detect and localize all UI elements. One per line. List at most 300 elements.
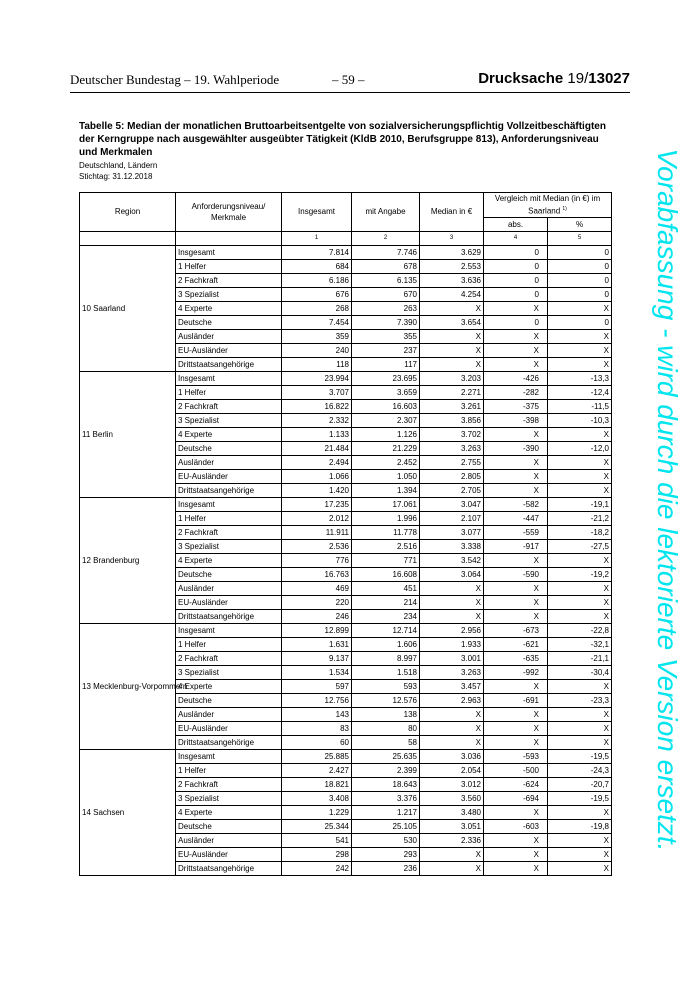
with-info-cell: 12.714 bbox=[352, 623, 420, 637]
median-wage-table bbox=[79, 192, 612, 876]
level-cell: Ausländer bbox=[176, 833, 282, 847]
total-cell: 143 bbox=[282, 707, 352, 721]
with-info-cell: 16.603 bbox=[352, 399, 420, 413]
header-abs: abs. bbox=[484, 217, 548, 231]
table-title: Tabelle 5: Median der monatlichen Bruttoarbeitsentgelte von sozialversicherungspflichtig Vollzeitbeschäftigten der Kerngruppe nach ausgewählter ausgeübter Tätigkeit (KldB 2010, Berufsgruppe 813), Anforderungsniveau und Merkmalen bbox=[79, 121, 606, 158]
level-cell: Ausländer bbox=[176, 455, 282, 469]
pct-cell: X bbox=[548, 455, 612, 469]
table-row bbox=[80, 749, 612, 763]
total-cell: 16.763 bbox=[282, 567, 352, 581]
total-cell: 9.137 bbox=[282, 651, 352, 665]
median-cell: X bbox=[420, 357, 484, 371]
median-cell: 2.107 bbox=[420, 511, 484, 525]
pct-cell: X bbox=[548, 679, 612, 693]
with-info-cell: 2.307 bbox=[352, 413, 420, 427]
with-info-cell: 7.746 bbox=[352, 245, 420, 259]
pct-cell: -13,3 bbox=[548, 371, 612, 385]
with-info-cell: 451 bbox=[352, 581, 420, 595]
watermark bbox=[642, 115, 692, 885]
abs-cell: -635 bbox=[484, 651, 548, 665]
total-cell: 1.631 bbox=[282, 637, 352, 651]
document-number bbox=[478, 70, 630, 87]
with-info-cell: 1.217 bbox=[352, 805, 420, 819]
level-cell: 3 Spezialist bbox=[176, 791, 282, 805]
with-info-cell: 2.516 bbox=[352, 539, 420, 553]
level-cell: EU-Ausländer bbox=[176, 595, 282, 609]
total-cell: 684 bbox=[282, 259, 352, 273]
level-cell: 3 Spezialist bbox=[176, 665, 282, 679]
with-info-cell: 25.635 bbox=[352, 749, 420, 763]
median-cell: 3.064 bbox=[420, 567, 484, 581]
level-cell: 1 Helfer bbox=[176, 259, 282, 273]
with-info-cell: 7.390 bbox=[352, 315, 420, 329]
total-cell: 220 bbox=[282, 595, 352, 609]
pct-cell: X bbox=[548, 707, 612, 721]
with-info-cell: 16.608 bbox=[352, 567, 420, 581]
with-info-cell: 263 bbox=[352, 301, 420, 315]
header-region: Region bbox=[80, 193, 176, 232]
with-info-cell: 12.576 bbox=[352, 693, 420, 707]
median-cell: 2.963 bbox=[420, 693, 484, 707]
region-cell: 13 Mecklenburg-Vorpommern bbox=[80, 623, 176, 749]
region-cell: 11 Berlin bbox=[80, 371, 176, 497]
median-cell: X bbox=[420, 847, 484, 861]
header-blank-region bbox=[80, 231, 176, 245]
total-cell: 25.885 bbox=[282, 749, 352, 763]
region-cell: 14 Sachsen bbox=[80, 749, 176, 875]
median-cell: 4.254 bbox=[420, 287, 484, 301]
abs-cell: -624 bbox=[484, 777, 548, 791]
total-cell: 2.332 bbox=[282, 413, 352, 427]
header-compare-footnote: 1) bbox=[562, 206, 567, 212]
total-cell: 7.814 bbox=[282, 245, 352, 259]
abs-cell: X bbox=[484, 329, 548, 343]
level-cell: EU-Ausländer bbox=[176, 343, 282, 357]
pct-cell: X bbox=[548, 721, 612, 735]
with-info-cell: 1.518 bbox=[352, 665, 420, 679]
table-row bbox=[80, 371, 612, 385]
with-info-cell: 214 bbox=[352, 595, 420, 609]
header-blank-level bbox=[176, 231, 282, 245]
median-cell: X bbox=[420, 343, 484, 357]
abs-cell: -447 bbox=[484, 511, 548, 525]
level-cell: Deutsche bbox=[176, 441, 282, 455]
pct-cell: X bbox=[548, 735, 612, 749]
pct-cell: 0 bbox=[548, 315, 612, 329]
level-cell: Drittstaatsangehörige bbox=[176, 609, 282, 623]
total-cell: 240 bbox=[282, 343, 352, 357]
pct-cell: -20,7 bbox=[548, 777, 612, 791]
pct-cell: X bbox=[548, 861, 612, 875]
with-info-cell: 1.606 bbox=[352, 637, 420, 651]
col-number-5: 5 bbox=[548, 231, 612, 245]
median-cell: 3.629 bbox=[420, 245, 484, 259]
region-cell: 10 Saarland bbox=[80, 245, 176, 371]
median-cell: 3.856 bbox=[420, 413, 484, 427]
total-cell: 1.066 bbox=[282, 469, 352, 483]
abs-cell: -673 bbox=[484, 623, 548, 637]
header-total: Insgesamt bbox=[282, 193, 352, 232]
pct-cell: 0 bbox=[548, 273, 612, 287]
total-cell: 25.344 bbox=[282, 819, 352, 833]
total-cell: 776 bbox=[282, 553, 352, 567]
pct-cell: -22,8 bbox=[548, 623, 612, 637]
total-cell: 298 bbox=[282, 847, 352, 861]
total-cell: 16.822 bbox=[282, 399, 352, 413]
with-info-cell: 80 bbox=[352, 721, 420, 735]
total-cell: 676 bbox=[282, 287, 352, 301]
total-cell: 18.821 bbox=[282, 777, 352, 791]
header-pct: % bbox=[548, 217, 612, 231]
abs-cell: -992 bbox=[484, 665, 548, 679]
abs-cell: -282 bbox=[484, 385, 548, 399]
abs-cell: X bbox=[484, 861, 548, 875]
level-cell: Deutsche bbox=[176, 819, 282, 833]
pct-cell: 0 bbox=[548, 287, 612, 301]
pct-cell: X bbox=[548, 469, 612, 483]
with-info-cell: 21.229 bbox=[352, 441, 420, 455]
abs-cell: 0 bbox=[484, 315, 548, 329]
median-cell: 2.336 bbox=[420, 833, 484, 847]
median-cell: 1.933 bbox=[420, 637, 484, 651]
abs-cell: 0 bbox=[484, 287, 548, 301]
col-number-2: 2 bbox=[352, 231, 420, 245]
median-cell: X bbox=[420, 735, 484, 749]
pct-cell: -12,4 bbox=[548, 385, 612, 399]
pct-cell: X bbox=[548, 805, 612, 819]
with-info-cell: 18.643 bbox=[352, 777, 420, 791]
total-cell: 7.454 bbox=[282, 315, 352, 329]
pct-cell: -23,3 bbox=[548, 693, 612, 707]
total-cell: 1.133 bbox=[282, 427, 352, 441]
pct-cell: -21,2 bbox=[548, 511, 612, 525]
level-cell: Deutsche bbox=[176, 567, 282, 581]
level-cell: 3 Spezialist bbox=[176, 539, 282, 553]
abs-cell: 0 bbox=[484, 245, 548, 259]
median-cell: 3.036 bbox=[420, 749, 484, 763]
with-info-cell: 2.452 bbox=[352, 455, 420, 469]
level-cell: 4 Experte bbox=[176, 553, 282, 567]
level-cell: Insgesamt bbox=[176, 623, 282, 637]
level-cell: 2 Fachkraft bbox=[176, 525, 282, 539]
median-cell: X bbox=[420, 721, 484, 735]
with-info-cell: 234 bbox=[352, 609, 420, 623]
total-cell: 3.707 bbox=[282, 385, 352, 399]
with-info-cell: 3.659 bbox=[352, 385, 420, 399]
median-cell: X bbox=[420, 861, 484, 875]
level-cell: 4 Experte bbox=[176, 301, 282, 315]
level-cell: 1 Helfer bbox=[176, 637, 282, 651]
pct-cell: X bbox=[548, 343, 612, 357]
total-cell: 3.408 bbox=[282, 791, 352, 805]
total-cell: 597 bbox=[282, 679, 352, 693]
abs-cell: 0 bbox=[484, 273, 548, 287]
median-cell: X bbox=[420, 301, 484, 315]
with-info-cell: 2.399 bbox=[352, 763, 420, 777]
level-cell: Drittstaatsangehörige bbox=[176, 861, 282, 875]
watermark-text: Vorabfassung - wird durch die lektorierte Version ersetzt. bbox=[652, 148, 683, 852]
abs-cell: -559 bbox=[484, 525, 548, 539]
level-cell: 2 Fachkraft bbox=[176, 273, 282, 287]
with-info-cell: 138 bbox=[352, 707, 420, 721]
abs-cell: X bbox=[484, 707, 548, 721]
with-info-cell: 1.126 bbox=[352, 427, 420, 441]
median-cell: X bbox=[420, 329, 484, 343]
pct-cell: -30,4 bbox=[548, 665, 612, 679]
median-cell: 3.203 bbox=[420, 371, 484, 385]
total-cell: 60 bbox=[282, 735, 352, 749]
header-median: Median in € bbox=[420, 193, 484, 232]
with-info-cell: 11.778 bbox=[352, 525, 420, 539]
total-cell: 12.899 bbox=[282, 623, 352, 637]
table-body bbox=[80, 245, 612, 875]
median-cell: 3.480 bbox=[420, 805, 484, 819]
total-cell: 2.012 bbox=[282, 511, 352, 525]
level-cell: 4 Experte bbox=[176, 805, 282, 819]
pct-cell: -19,2 bbox=[548, 567, 612, 581]
with-info-cell: 17.061 bbox=[352, 497, 420, 511]
with-info-cell: 1.996 bbox=[352, 511, 420, 525]
with-info-cell: 355 bbox=[352, 329, 420, 343]
median-cell: X bbox=[420, 595, 484, 609]
abs-cell: -603 bbox=[484, 819, 548, 833]
level-cell: 2 Fachkraft bbox=[176, 399, 282, 413]
total-cell: 11.911 bbox=[282, 525, 352, 539]
pct-cell: X bbox=[548, 483, 612, 497]
table-subtitle-date: Stichtag: 31.12.2018 bbox=[79, 172, 153, 181]
level-cell: Deutsche bbox=[176, 693, 282, 707]
total-cell: 469 bbox=[282, 581, 352, 595]
total-cell: 541 bbox=[282, 833, 352, 847]
abs-cell: X bbox=[484, 805, 548, 819]
level-cell: Ausländer bbox=[176, 581, 282, 595]
level-cell: Ausländer bbox=[176, 329, 282, 343]
col-number-4: 4 bbox=[484, 231, 548, 245]
median-cell: 2.755 bbox=[420, 455, 484, 469]
abs-cell: X bbox=[484, 679, 548, 693]
median-cell: X bbox=[420, 609, 484, 623]
header-with-info: mit Angabe bbox=[352, 193, 420, 232]
pct-cell: 0 bbox=[548, 259, 612, 273]
level-cell: Insgesamt bbox=[176, 497, 282, 511]
level-cell: Ausländer bbox=[176, 707, 282, 721]
level-cell: 1 Helfer bbox=[176, 763, 282, 777]
abs-cell: X bbox=[484, 483, 548, 497]
level-cell: Drittstaatsangehörige bbox=[176, 483, 282, 497]
abs-cell: -691 bbox=[484, 693, 548, 707]
level-cell: Deutsche bbox=[176, 315, 282, 329]
table-row bbox=[80, 623, 612, 637]
abs-cell: X bbox=[484, 553, 548, 567]
pct-cell: -12,0 bbox=[548, 441, 612, 455]
with-info-cell: 237 bbox=[352, 343, 420, 357]
pct-cell: -24,3 bbox=[548, 763, 612, 777]
level-cell: EU-Ausländer bbox=[176, 469, 282, 483]
with-info-cell: 58 bbox=[352, 735, 420, 749]
abs-cell: X bbox=[484, 609, 548, 623]
abs-cell: X bbox=[484, 847, 548, 861]
pct-cell: -11,5 bbox=[548, 399, 612, 413]
total-cell: 6.186 bbox=[282, 273, 352, 287]
median-cell: 3.702 bbox=[420, 427, 484, 441]
abs-cell: X bbox=[484, 595, 548, 609]
pct-cell: -19,8 bbox=[548, 819, 612, 833]
abs-cell: -500 bbox=[484, 763, 548, 777]
header-level: Anforderungsniveau/ Merkmale bbox=[176, 193, 282, 232]
level-cell: 3 Spezialist bbox=[176, 287, 282, 301]
pct-cell: -18,2 bbox=[548, 525, 612, 539]
median-cell: 3.263 bbox=[420, 441, 484, 455]
abs-cell: X bbox=[484, 301, 548, 315]
median-cell: 3.047 bbox=[420, 497, 484, 511]
level-cell: Insgesamt bbox=[176, 749, 282, 763]
median-cell: 3.654 bbox=[420, 315, 484, 329]
level-cell: 4 Experte bbox=[176, 427, 282, 441]
total-cell: 359 bbox=[282, 329, 352, 343]
total-cell: 2.536 bbox=[282, 539, 352, 553]
with-info-cell: 23.695 bbox=[352, 371, 420, 385]
median-cell: 3.012 bbox=[420, 777, 484, 791]
with-info-cell: 293 bbox=[352, 847, 420, 861]
pct-cell: -10,3 bbox=[548, 413, 612, 427]
median-cell: 3.077 bbox=[420, 525, 484, 539]
median-cell: 2.705 bbox=[420, 483, 484, 497]
median-cell: 2.956 bbox=[420, 623, 484, 637]
page-header bbox=[70, 70, 630, 93]
doc-number-light: 19/ bbox=[567, 70, 589, 87]
median-cell: 2.805 bbox=[420, 469, 484, 483]
total-cell: 118 bbox=[282, 357, 352, 371]
abs-cell: X bbox=[484, 735, 548, 749]
median-cell: 3.636 bbox=[420, 273, 484, 287]
pct-cell: -19,5 bbox=[548, 791, 612, 805]
pct-cell: X bbox=[548, 427, 612, 441]
total-cell: 23.994 bbox=[282, 371, 352, 385]
abs-cell: -593 bbox=[484, 749, 548, 763]
page-number: – 59 – bbox=[332, 72, 365, 87]
pct-cell: X bbox=[548, 609, 612, 623]
abs-cell: X bbox=[484, 721, 548, 735]
abs-cell: X bbox=[484, 833, 548, 847]
level-cell: EU-Ausländer bbox=[176, 721, 282, 735]
pct-cell: X bbox=[548, 553, 612, 567]
level-cell: 3 Spezialist bbox=[176, 413, 282, 427]
pct-cell: X bbox=[548, 581, 612, 595]
median-cell: X bbox=[420, 581, 484, 595]
median-cell: 3.457 bbox=[420, 679, 484, 693]
level-cell: 1 Helfer bbox=[176, 385, 282, 399]
abs-cell: -582 bbox=[484, 497, 548, 511]
pct-cell: -19,1 bbox=[548, 497, 612, 511]
abs-cell: X bbox=[484, 427, 548, 441]
pct-cell: 0 bbox=[548, 245, 612, 259]
abs-cell: X bbox=[484, 469, 548, 483]
with-info-cell: 3.376 bbox=[352, 791, 420, 805]
doc-label: Drucksache bbox=[478, 70, 564, 87]
total-cell: 246 bbox=[282, 609, 352, 623]
median-cell: 3.001 bbox=[420, 651, 484, 665]
doc-number-bold: 13027 bbox=[588, 70, 630, 87]
abs-cell: -390 bbox=[484, 441, 548, 455]
level-cell: 4 Experte bbox=[176, 679, 282, 693]
col-number-3: 3 bbox=[420, 231, 484, 245]
abs-cell: -398 bbox=[484, 413, 548, 427]
total-cell: 12.756 bbox=[282, 693, 352, 707]
pct-cell: -27,5 bbox=[548, 539, 612, 553]
median-cell: 2.054 bbox=[420, 763, 484, 777]
abs-cell: -426 bbox=[484, 371, 548, 385]
total-cell: 268 bbox=[282, 301, 352, 315]
pct-cell: X bbox=[548, 847, 612, 861]
level-cell: EU-Ausländer bbox=[176, 847, 282, 861]
median-cell: 2.271 bbox=[420, 385, 484, 399]
total-cell: 242 bbox=[282, 861, 352, 875]
median-cell: 3.542 bbox=[420, 553, 484, 567]
with-info-cell: 771 bbox=[352, 553, 420, 567]
with-info-cell: 1.050 bbox=[352, 469, 420, 483]
median-cell: 3.338 bbox=[420, 539, 484, 553]
median-cell: 3.560 bbox=[420, 791, 484, 805]
table-row bbox=[80, 245, 612, 259]
pct-cell: X bbox=[548, 357, 612, 371]
with-info-cell: 530 bbox=[352, 833, 420, 847]
abs-cell: -917 bbox=[484, 539, 548, 553]
abs-cell: -590 bbox=[484, 567, 548, 581]
abs-cell: -694 bbox=[484, 791, 548, 805]
with-info-cell: 6.135 bbox=[352, 273, 420, 287]
with-info-cell: 25.105 bbox=[352, 819, 420, 833]
with-info-cell: 8.997 bbox=[352, 651, 420, 665]
total-cell: 2.427 bbox=[282, 763, 352, 777]
abs-cell: X bbox=[484, 343, 548, 357]
pct-cell: X bbox=[548, 595, 612, 609]
median-cell: X bbox=[420, 707, 484, 721]
level-cell: 2 Fachkraft bbox=[176, 777, 282, 791]
table-row bbox=[80, 497, 612, 511]
total-cell: 17.235 bbox=[282, 497, 352, 511]
total-cell: 1.229 bbox=[282, 805, 352, 819]
level-cell: Drittstaatsangehörige bbox=[176, 357, 282, 371]
region-cell: 12 Brandenburg bbox=[80, 497, 176, 623]
with-info-cell: 678 bbox=[352, 259, 420, 273]
pct-cell: -19,5 bbox=[548, 749, 612, 763]
abs-cell: -621 bbox=[484, 637, 548, 651]
median-cell: 2.553 bbox=[420, 259, 484, 273]
median-cell: 3.263 bbox=[420, 665, 484, 679]
total-cell: 2.494 bbox=[282, 455, 352, 469]
total-cell: 1.534 bbox=[282, 665, 352, 679]
with-info-cell: 236 bbox=[352, 861, 420, 875]
table-subtitle-scope: Deutschland, Ländern bbox=[79, 161, 158, 170]
level-cell: Insgesamt bbox=[176, 371, 282, 385]
total-cell: 1.420 bbox=[282, 483, 352, 497]
header-compare-text: Vergleich mit Median (in €) im Saarland bbox=[494, 194, 601, 216]
total-cell: 21.484 bbox=[282, 441, 352, 455]
abs-cell: X bbox=[484, 581, 548, 595]
abs-cell: -375 bbox=[484, 399, 548, 413]
pct-cell: X bbox=[548, 329, 612, 343]
level-cell: 2 Fachkraft bbox=[176, 651, 282, 665]
header-compare bbox=[484, 193, 612, 218]
with-info-cell: 117 bbox=[352, 357, 420, 371]
abs-cell: X bbox=[484, 455, 548, 469]
abs-cell: X bbox=[484, 357, 548, 371]
level-cell: Insgesamt bbox=[176, 245, 282, 259]
median-cell: 3.261 bbox=[420, 399, 484, 413]
with-info-cell: 593 bbox=[352, 679, 420, 693]
pct-cell: -32,1 bbox=[548, 637, 612, 651]
total-cell: 83 bbox=[282, 721, 352, 735]
